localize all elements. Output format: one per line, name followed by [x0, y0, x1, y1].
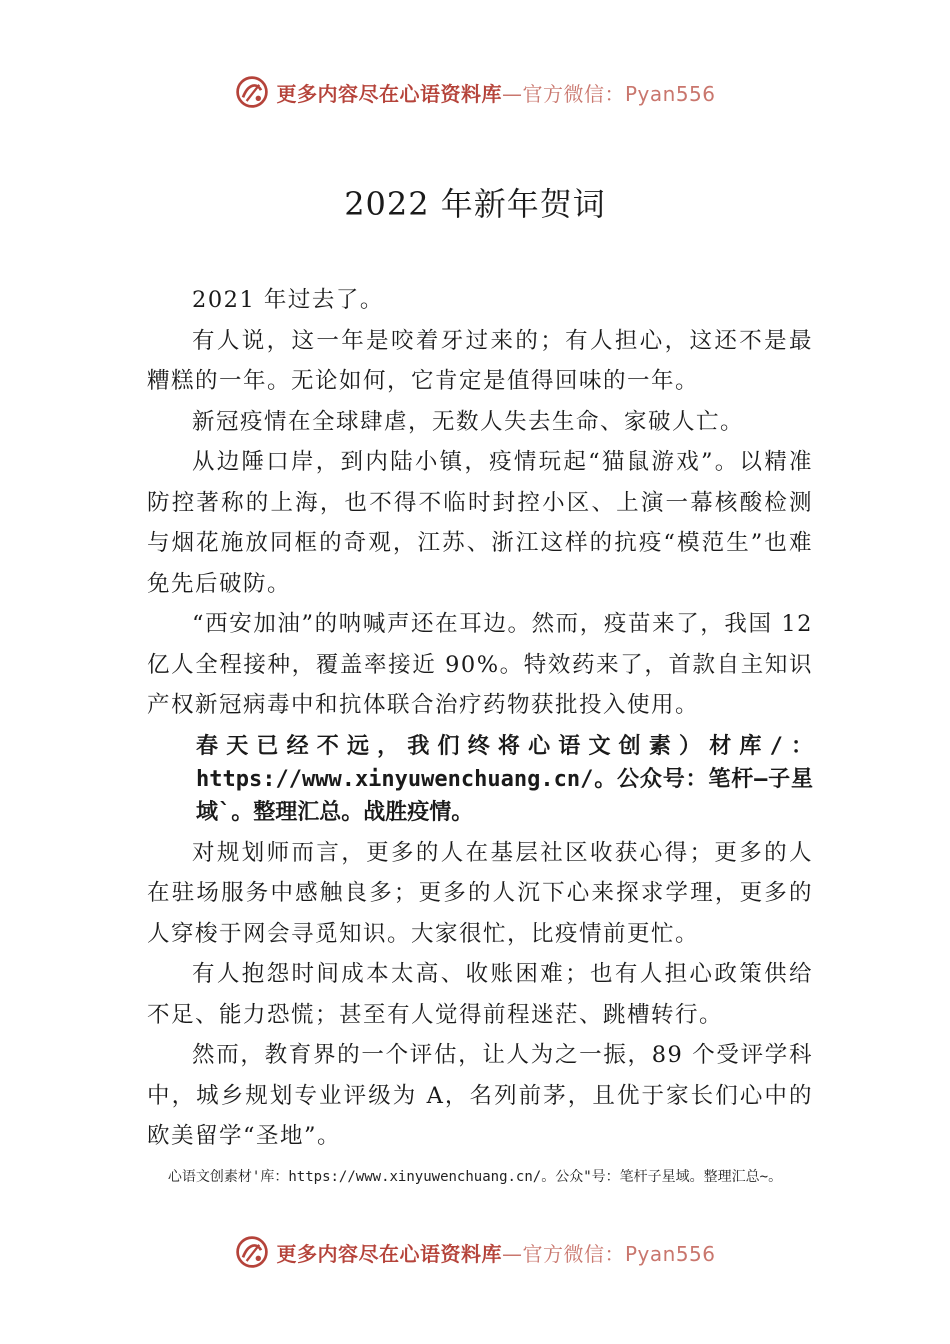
banner-dash-text: —官方微信：: [501, 1241, 625, 1266]
document-title: 2022 年新年贺词: [344, 185, 606, 224]
paragraph: 从边陲口岸，到内陆小镇，疫情玩起“猫鼠游戏”。以精准防控著称的上海，也不得不临时封控小区、上演一幕核酸检测与烟花施放同框的奇观，江苏、浙江这样的抗疫“模范生”也难免先后破防。: [147, 449, 813, 597]
paragraph: “西安加油”的呐喊声还在耳边。然而，疫苗来了，我国 12 亿人全程接种，覆盖率接近 90%。特效药来了，首款自主知识产权新冠病毒中和抗体联合治疗药物获批投入使用。: [147, 611, 813, 718]
paragraph: 然而，教育界的一个评估，让人为之一振，89 个受评学科中，城乡规划专业评级为 A，名列前茅，且优于家长们心中的欧美留学“圣地”。: [147, 1042, 813, 1149]
paragraph: 有人说，这一年是咬着牙过来的；有人担心，这还不是最糟糕的一年。无论如何，它肯定是值得回味的一年。: [147, 327, 813, 394]
document-body: [147, 280, 813, 1157]
banner-main-text: 更多内容尽在心语资料库: [276, 1241, 502, 1266]
paragraph: 有人抱怨时间成本太高、收账困难；也有人担心政策供给不足、能力恐慌；甚至有人觉得前程迷茫、跳槽转行。: [147, 961, 813, 1028]
paragraph: 对规划师而言，更多的人在基层社区收获心得；更多的人在驻场服务中感触良多；更多的人沉下心来探求学理，更多的人穿梭于网会寻觅知识。大家很忙，比疫情前更忙。: [147, 839, 813, 947]
paragraph: 新冠疫情在全球肆虐，无数人失去生命、家破人亡。: [192, 408, 745, 435]
banner-wechat-id: Pyan556: [624, 1241, 716, 1266]
banner-main-text: 更多内容尽在心语资料库: [276, 81, 502, 106]
paragraph: 2021 年过去了。: [192, 287, 384, 313]
footnote-watermark: 心语文创素材'库：https://www.xinyuwenchuang.cn/。公众"号：笔杆子星域。整理汇总~。: [167, 1169, 783, 1185]
brand-logo-icon: [234, 74, 270, 110]
brand-logo-icon: [234, 1234, 270, 1270]
banner-dash-text: —官方微信：: [501, 81, 625, 106]
footer-banner: [0, 1230, 950, 1274]
watermark-paragraph: 春天已经不远，我们终将心语文创素）材库/：https://www.xinyuwenchuang.cn/。公众号：笔杆—子星域`。整理汇总。战胜疫情。: [196, 733, 813, 825]
header-banner: [0, 70, 950, 114]
banner-wechat-id: Pyan556: [624, 81, 716, 106]
banner-text: [276, 78, 715, 107]
banner-text: [276, 1238, 715, 1267]
